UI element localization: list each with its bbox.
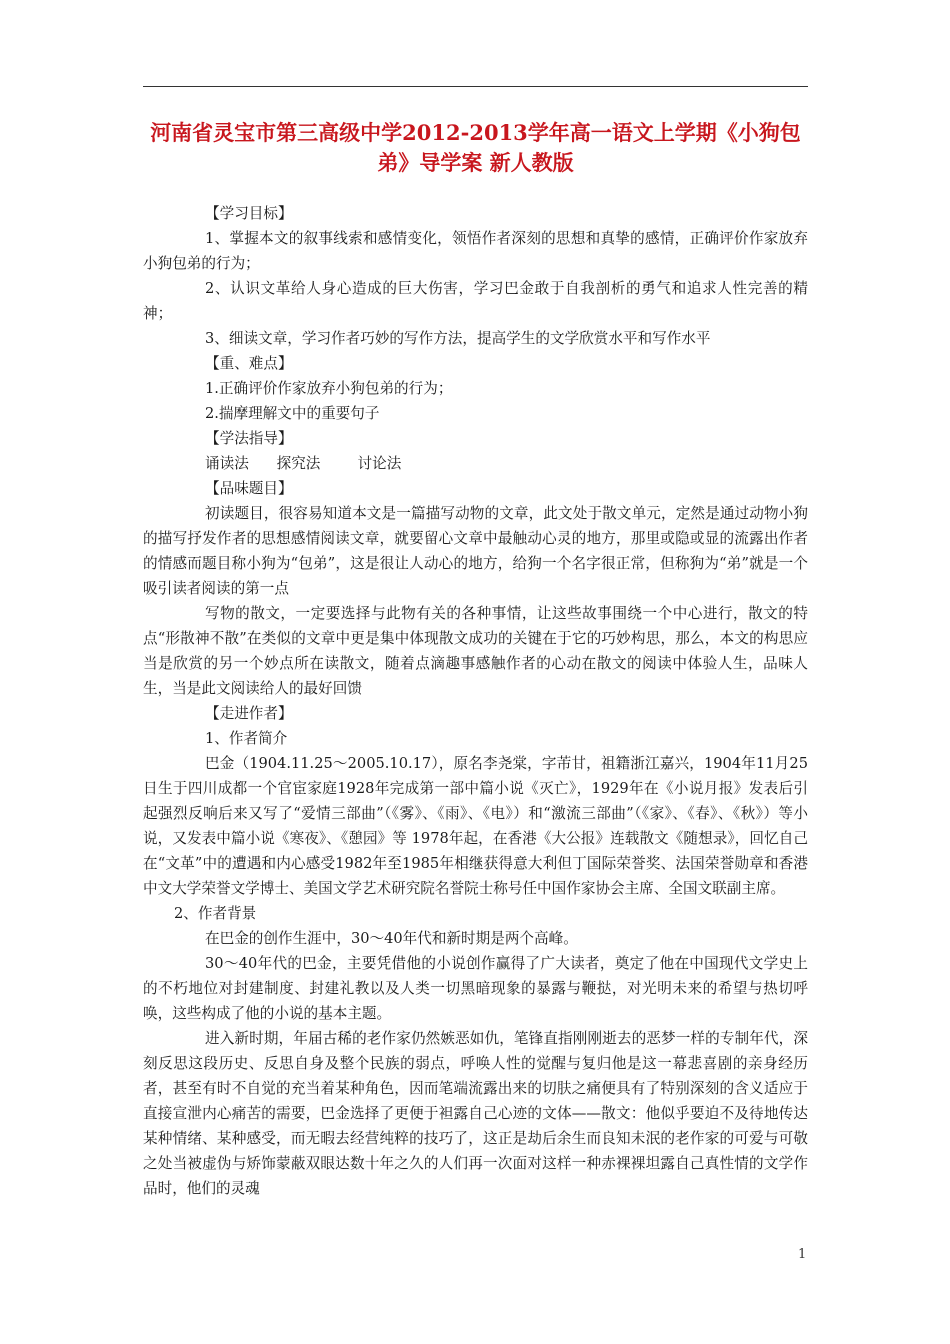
paragraph: 【走进作者】 — [205, 705, 293, 722]
header-rule — [143, 86, 808, 87]
paragraph: 30～40年代的巴金，主要凭借他的小说创作赢得了广大读者，奠定了他在中国现代文学史上的不朽地位对封建制度、封建礼教以及人类一切黑暗现象的暴露与鞭挞，对光明未来的希望与热切呼唤，这些构成了他的小说的基本主题。 — [143, 955, 808, 1022]
paragraph: 1、掌握本文的叙事线索和感情变化，领悟作者深刻的思想和真挚的感情，正确评价作家放弃小狗包弟的行为； — [143, 230, 808, 272]
paragraph: 巴金（1904.11.25～2005.10.17），原名李尧棠，字芾甘，祖籍浙江嘉兴，1904年11月25日生于四川成都一个官宦家庭1928年完成第一部中篇小说《灭亡》，1929年在《小说月报》发表后引起强烈反响后来又写了“爱情三部曲”（《雾》、《雨》、《电》）和“激流三部曲”（《家》、《春》、《秋》）等小说，又发表中篇小说《寒夜》、《憩园》等 1978年起，在香港《大公报》连载散文《随想录》，回忆自己在“文革”中的遭遇和内心感受1982年至1985年相继获得意大利但丁国际荣誉奖、法国荣誉勋章和香港中文大学荣誉文学博士、美国文学艺术研究院名誉院士称号任中国作家协会主席、全国文联副主席。 — [143, 755, 808, 897]
paragraph: 写物的散文，一定要选择与此物有关的各种事情，让这些故事围绕一个中心进行，散文的特点“形散神不散”在类似的文章中更是集中体现散文成功的关键在于它的巧妙构思，那么，本文的构思应当是欣赏的另一个妙点所在读散文，随着点滴趣事感触作者的心动在散文的阅读中体验人生，品味人生，当是此文阅读给人的最好回馈 — [143, 605, 808, 697]
paragraph: 1、作者简介 — [205, 730, 288, 747]
paragraph: 2、认识文革给人身心造成的巨大伤害，学习巴金敢于自我剖析的勇气和追求人性完善的精神； — [143, 280, 808, 322]
page-number: 1 — [798, 1247, 807, 1262]
document-body — [143, 201, 808, 1201]
paragraph: 进入新时期，年届古稀的老作家仍然嫉恶如仇，笔锋直指刚刚逝去的恶梦一样的专制年代，深刻反思这段历史、反思自身及整个民族的弱点，呼唤人性的觉醒与复归他是这一幕悲喜剧的亲身经历者，甚至有时不自觉的充当着某种角色，因而笔端流露出来的切肤之痛便具有了特别深刻的含义适应于直接宣泄内心痛苦的需要，巴金选择了更便于袒露自己心迹的文体——散文：他似乎要迫不及待地传达某种情绪、某种感受，而无暇去经营纯粹的技巧了，这正是劫后余生而良知未泯的老作家的可爱与可敬之处当被虚伪与矫饰蒙蔽双眼达数十年之久的人们再一次面对这样一种赤裸裸坦露自己真性情的文学作品时，他们的灵魂 — [143, 1030, 808, 1197]
document-title: 河南省灵宝市第三高级中学2012-2013学年高一语文上学期《小狗包弟》导学案 新人教版 — [150, 120, 801, 175]
paragraph: 【品味题目】 — [205, 480, 293, 497]
paragraph: 【重、难点】 — [205, 355, 293, 372]
paragraph: 3、细读文章，学习作者巧妙的写作方法，提高学生的文学欣赏水平和写作水平 — [205, 330, 711, 347]
paragraph: 1.正确评价作家放弃小狗包弟的行为； — [205, 380, 453, 397]
paragraph: 【学法指导】 — [205, 430, 293, 447]
paragraph: 2、作者背景 — [174, 905, 257, 922]
paragraph: 初读题目，很容易知道本文是一篇描写动物的文章，此文处于散文单元，定然是通过动物小狗的描写抒发作者的思想感情阅读文章，就要留心文章中最触动心灵的地方，那里或隐或显的流露出作者的情感而题目称小狗为“包弟”，这是很让人动心的地方，给狗一个名字很正常，但称狗为“弟”就是一个吸引读者阅读的第一点 — [143, 505, 808, 597]
paragraph: 在巴金的创作生涯中，30～40年代和新时期是两个高峰。 — [205, 930, 578, 947]
paragraph: 2.揣摩理解文中的重要句子 — [205, 405, 380, 422]
paragraph: 诵读法 探究法 讨论法 — [205, 455, 402, 472]
paragraph: 【学习目标】 — [205, 205, 293, 222]
